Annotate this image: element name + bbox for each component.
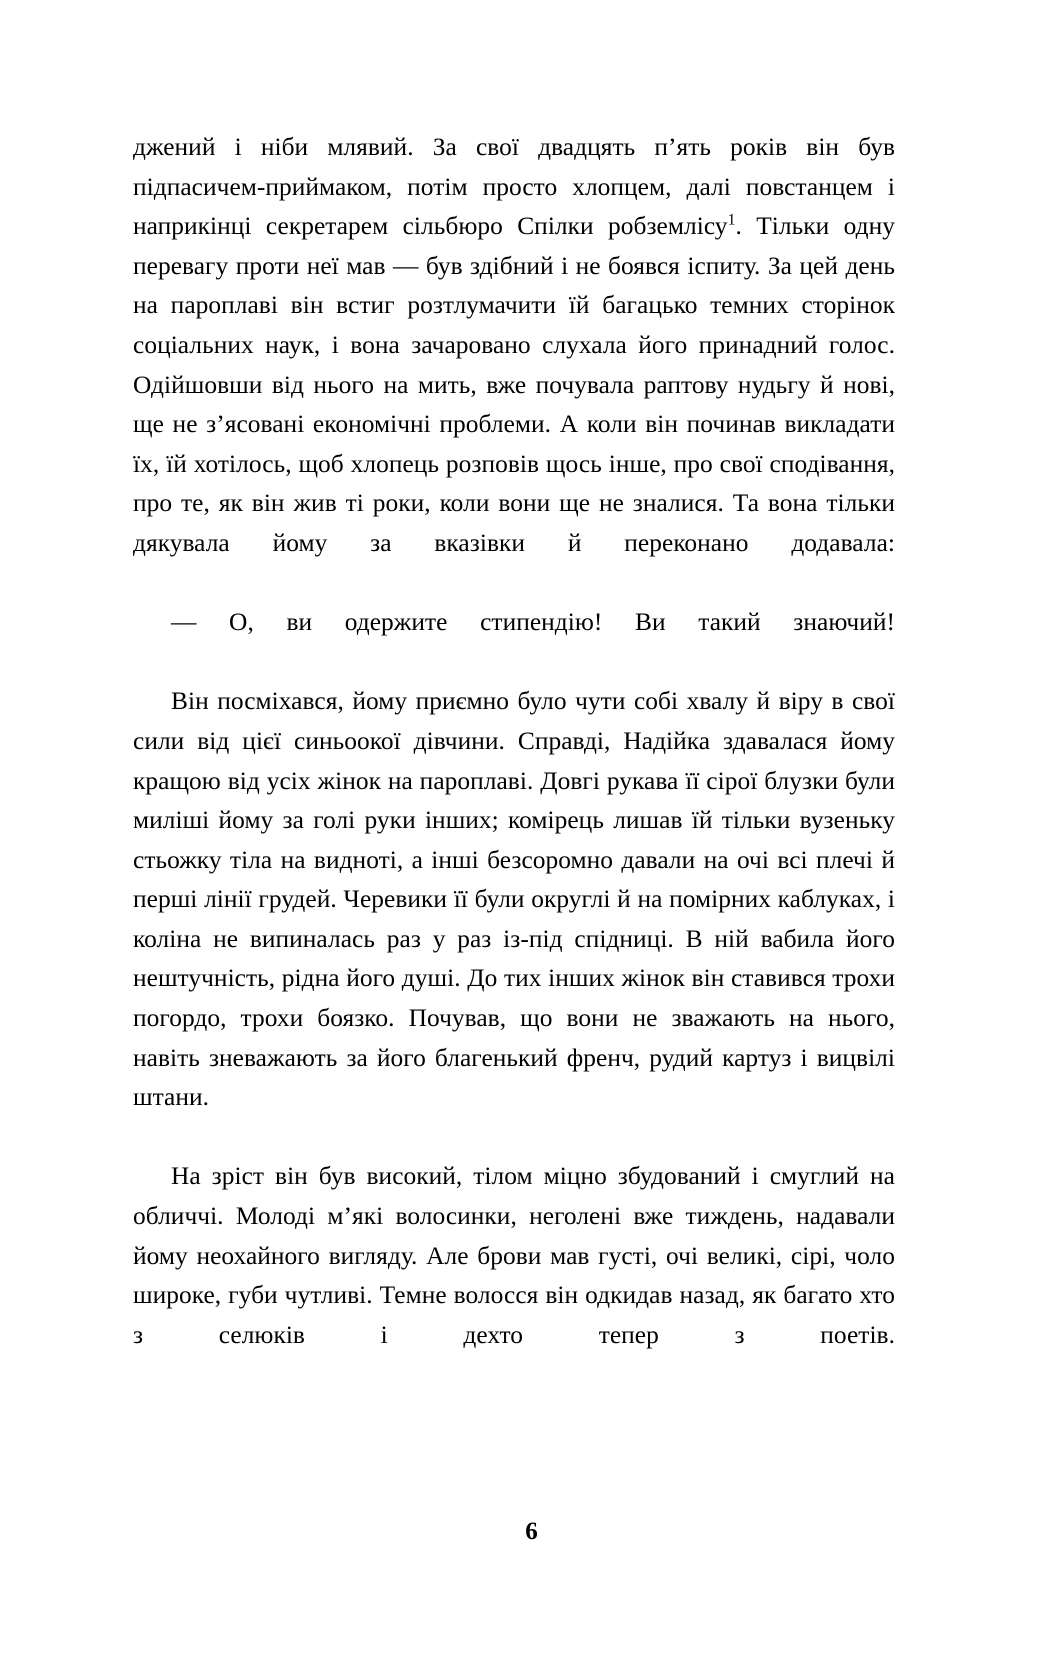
paragraph-dialogue: — О, ви одержите стипендію! Ви такий знаючий!	[171, 608, 895, 637]
page-text-block	[133, 128, 895, 1395]
paragraph-description-nadiyka: Він посміхався, йому приємно було чути собі хвалу й віру в свої сили від цієї синьоокої дівчини. Справді, Надійка здавалася йому кращою від усіх жінок на пароплаві. Довгі рукава її сірої блузки були миліші йому за голі руки інших; комірець лишав їй тільки вузеньку стьожку тіла на видноті, а інші безсоромно давали на очі всі плечі й перші лінії грудей. Черевики її були округлі й на помірних каблуках, і коліна не випиналась раз у раз із-під спідниці. В ній вабила його нештучність, рідна його душі. До тих інших жінок він ставився трохи погордо, трохи боязко. Почував, що вони не зважають на нього, навіть зневажають за його благенький френч, рудий картуз і вицвілі штани.	[133, 687, 895, 1112]
paragraph-description-appearance: На зріст він був високий, тілом міцно збудований і смуглий на обличчі. Молоді м’які волосинки, неголені вже тиждень, надавали йому неохайного вигляду. Але брови мав густі, очі великі, сірі, чоло широке, губи чутливі. Темне волосся він одкидав назад, як багато хто з селюків і дехто тепер з поетів.	[133, 1162, 895, 1349]
paragraph-text-part-1: джений і ніби млявий. За свої двадцять п’ять років він був підпасичем-приймаком, потім просто хлопцем, далі повстанцем і наприкінці секретарем сільбюро Спілки робземлісу	[133, 133, 895, 241]
footnote-marker: 1	[727, 211, 736, 229]
paragraph-continued	[133, 128, 895, 603]
page-number: 6	[525, 1518, 538, 1545]
paragraph-text-part-2: . Тільки одну перевагу проти неї мав — був здібний і не боявся іспиту. За цей день на пароплаві він встиг розтлумачити їй багацько темних сторінок соціальних наук, і вона зачаровано слухала його принадний голос. Одійшовши від нього на мить, вже почувала раптову нудьгу й нові, ще не з’ясовані економічні проблеми. А коли він починав викладати їх, їй хотілось, щоб хлопець розповів щось інше, про свої сподівання, про те, як він жив ті роки, коли вони ще не зналися. Та вона тільки дякувала йому за вказівки й переконано додавала:	[133, 212, 895, 557]
